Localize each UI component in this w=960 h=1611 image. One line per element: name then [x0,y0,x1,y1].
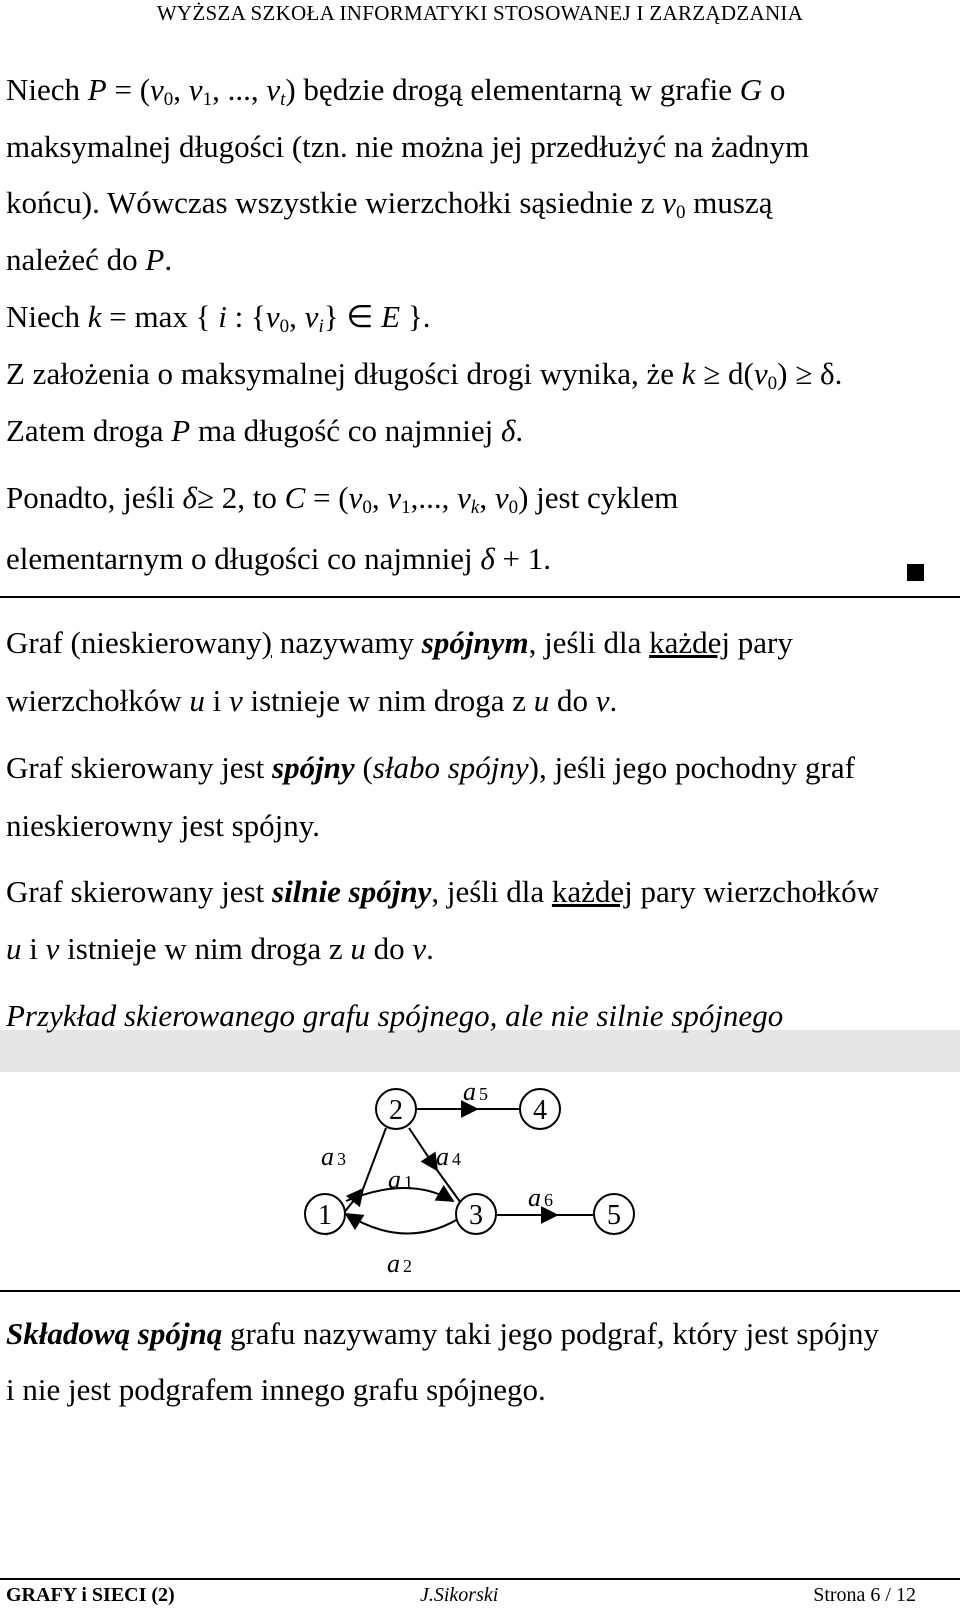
edge-a4-label: a 4 [436,1142,461,1171]
edge-a5-label: a 5 [463,1077,488,1106]
node-3-label: 3 [469,1200,483,1231]
footer-page-number: Strona 6 / 12 [813,1584,916,1606]
edge-a3-label: a 3 [321,1142,346,1171]
def3-line-2: u i v istnieje w nim droga z u do v. [6,931,434,966]
def3-line-1: Graf skierowany jest silnie spójny, jeśli dla każdej pary wierzchołków [6,874,879,909]
example-caption: Przykład skierowanego grafu spójnego, ale nie silnie spójnego [6,998,784,1033]
proof-line-1: Niech $P = (v_0$, $v_1$, ..., $v_t$) będzie drogą elementarną w grafie G o [6,72,786,110]
def4-line-2: i nie jest podgrafem innego grafu spójnego. [6,1372,546,1407]
footer-rule [0,1578,960,1580]
qed-square-icon [907,564,924,581]
page-header: WYŻSZA SZKOŁA INFORMATYKI STOSOWANEJ I ZARZĄDZANIA [156,1,804,25]
edge-a6-label: a 6 [528,1183,553,1212]
proof-line-6: Z założenia o maksymalnej długości drogi wynika, że $k \ge d(v_0) \ge \delta$. [6,356,843,394]
node-2-label: 2 [389,1095,403,1126]
section-divider [0,596,960,598]
footer-author: J.Sikorski [420,1584,499,1606]
edge-a2-label: a 2 [387,1249,412,1278]
edge-a2 [346,1214,466,1234]
def4-line-1: Składową spójną grafu nazywamy taki jego podgraf, który jest spójny [6,1316,880,1351]
proof-line-2: maksymalnej długości (tzn. nie można jej przedłużyć na żadnym [6,129,810,164]
def1-line-1: Graf (nieskierowany) nazywamy spójnym, jeśli dla każdej pary [6,625,793,660]
footer-course: GRAFY i SIECI (2) [6,1584,175,1606]
def1-line-2: wierzchołków u i v istnieje w nim droga z u do v. [6,683,618,718]
proof-line-7: Zatem droga P ma długość co najmniej δ. [6,413,524,448]
proof-line-9: elementarnym o długości co najmniej δ + 1. [6,541,551,576]
proof-line-4: należeć do P. [6,242,173,277]
edge-a1-label: a 1 [388,1165,413,1194]
edge-a3-rest [363,1128,386,1189]
proof-line-3: końcu). Wówczas wszystkie wierzchołki sąsiednie z $v_0$ muszą [6,185,773,223]
proof-line-5: Niech k = max { i : {$v_0$, $v_i$} ∈ E }. [6,299,431,337]
def2-line-2: nieskierowny jest spójny. [6,808,320,843]
node-4-label: 4 [533,1095,547,1126]
proof-line-8: Ponadto, jeśli δ≥ 2, to $C = (v_0$, $v_1$,..., $v_k$, $v_0$) jest cyklem [6,480,679,518]
node-5-label: 5 [607,1200,621,1231]
section-divider-2 [0,1290,960,1292]
def2-line-1: Graf skierowany jest spójny (słabo spójny), jeśli jego pochodny graf [6,750,855,785]
directed-graph-diagram [0,1072,960,1322]
node-1-label: 1 [318,1200,332,1231]
example-caption-band [0,1030,960,1072]
edge-a4 [409,1128,437,1170]
